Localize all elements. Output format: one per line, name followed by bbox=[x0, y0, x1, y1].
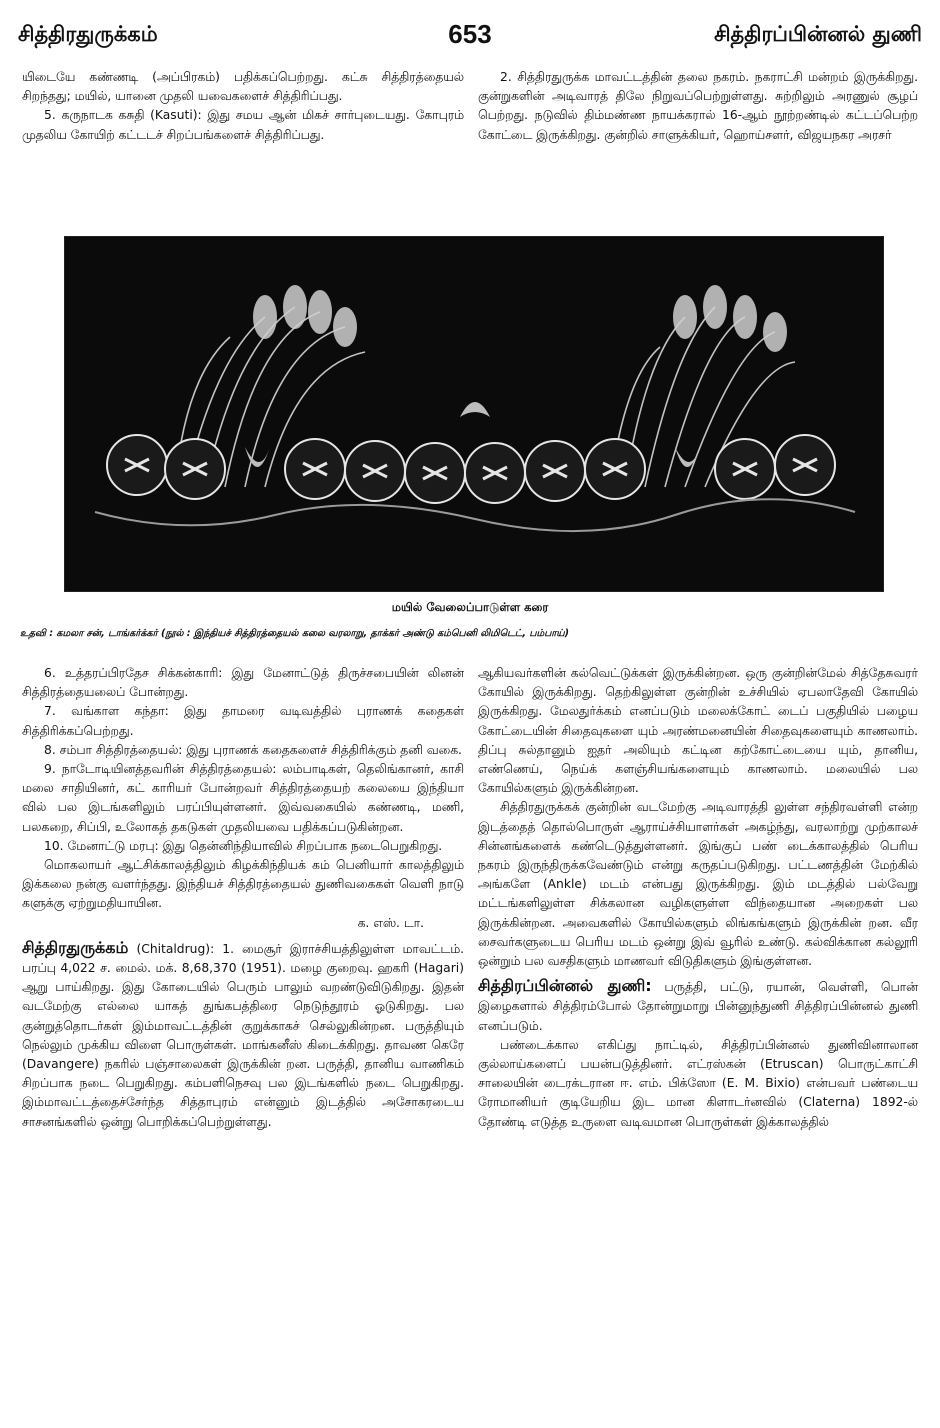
entry-chitaldrug bbox=[22, 938, 464, 1132]
running-head-left: சித்திரதுருக்கம் bbox=[18, 22, 158, 46]
page-number: 653 bbox=[448, 19, 492, 49]
author-initials: க. எஸ். டா. bbox=[357, 915, 424, 930]
running-head-right: சித்திரப்பின்னல் துணி bbox=[714, 22, 922, 46]
paragraph: 5. கருநாடக கசுதி (Kasuti): இது சமய ஆன் மிகச் சார்புடையது. கோபுரம் முதலிய கோயிற் கட்டடச் சிறப்பங்களைச் சித்திரிப்பது. bbox=[22, 108, 464, 142]
paragraph: பண்டைக்கால எகிப்து நாட்டில், சித்திரப்பின்னல் துணிவினாலான குல்லாய்களைப் பயன்படுத்தினர். எட்ரஸ்கன் (Etruscan) பொருட்காட்சி சாலையின் டைரக்டரான ஈ. எம். பிக்ஸோ (E. M. Bixio) என்பவர் பண்டைய ரோமானியர் குடியேறிய இட மான கிளாடர்னவில் (Claterna) 1892-ல் தோண்டி எடுத்த உருளை வடிவமான பொருள்கள் இக்காலத்தில் bbox=[478, 1037, 918, 1129]
list-item: 6. உத்தரப்பிரதேச சிக்கன்காரி: இது மேனாட்டுத் திருச்சபையின் லினன் சித்திரத்தையலைப் போன்றது. bbox=[22, 666, 464, 700]
list-item: 7. வங்காள கந்தா: இது தாமரை வடிவத்தில் புராணக் கதைகள் சித்திரிக்கப்பெற்றது. bbox=[22, 704, 464, 738]
bottom-left-column bbox=[22, 664, 464, 1132]
top-right-column bbox=[478, 68, 918, 145]
entry-text: பருத்தி, பட்டு, ரயான், வெள்ளி, பொன் இழைகளால் சித்திரம்போல் தோன்றுமாறு பின்னுந்துணி சித்திரப்பின்னல் துணி எனப்படும். bbox=[478, 980, 918, 1033]
entry-title: சித்திரப்பின்னல் துணி: bbox=[478, 976, 652, 996]
page-header bbox=[18, 19, 922, 56]
paragraph: சித்திரதுருக்கக் குன்றின் வடமேற்கு அடிவாரத்தி லுள்ள சந்திரவள்ளி என்ற இடத்தைத் தொல்பொருள் ஆராய்ச்சியாளர்கள் அகழ்ந்து, வரலாற்று முற்காலச் சின்னங்களைக் கண்டெடுத்துள்ளனர். இங்குப் பண் டைக்காலத்தில் பெரிய நகரம் இருந்திருக்கவேண்டும் என்று கருதப்படுகிறது. பட்டணத்தின் மேற்கில் அங்களே (Ankle) மடம் என்பது இருக்கிறது. இம் மடத்தில் பல்வேறு மட்டங்களிலுள்ள சிக்கலான வழிகளுள்ள விந்தையான அறைகள் பல இருக்கின்றன. அவைகளில் கோயில்களும் லிங்கங்களும் இருக்கின் றன. வீர சைவர்களுடைய பெரிய மடம் ஒன்று இவ் வூரில் உண்டு. கல்விக்கான கல்லூரி ஒன்றும் பல வசதிகளும் மாணவர் விடுதிகளும் இங்குள்ளன. bbox=[478, 800, 918, 969]
paragraph: யிடையே கண்ணடி (அப்பிரகம்) பதிக்கப்பெற்றது. கட்சு சித்திரத்தையல் சிறந்தது; மயில், யானை முதலி யவைகளைச் சித்திரிப்பது. bbox=[22, 70, 464, 104]
bottom-right-column bbox=[478, 664, 918, 1132]
entry-title: சித்திரதுருக்கம் bbox=[22, 937, 129, 957]
figure-credit: உதவி : கமலா சன், டாங்கர்க்கர் (நூல் : இந்தியச் சித்திரத்தையல் கலை வரலாறு, தாக்கர் அண்டு கம்பெனி லிமிடெட், பம்பாய்) bbox=[20, 628, 569, 639]
embroidery-photo bbox=[64, 236, 884, 592]
figure-caption: மயில் வேலைப்பாடுள்ள கரை bbox=[391, 600, 549, 614]
paragraph: ஆகியவர்களின் கல்வெட்டுக்கள் இருக்கின்றன. ஒரு குன்றின்மேல் சித்தேசுவரர் கோயில் இருக்கிறது. தெற்கிலுள்ள குன்றின் உச்சியில் ஏபலாதேவி கோயில் இருக்கிறது. மேலதுர்க்கம் எனப்படும் மலைக்கோட் டைப் பகுதியில் பழைய கோட்டையின் சிதைவுகளை யும் அரண்மனையின் சிதைவுகளையும் காணலாம். திப்பு சுல்தானும் ஐதர் அலியும் கட்டின கற்கோட்டையை யும், தானிய, எண்ணெய், நெய்க் களஞ்சியங்களையும் காணலாம். மலையில் பல கோயில்களும் இருக்கின்றன. bbox=[478, 666, 918, 796]
list-item: 9. நாடோடியினத்தவரின் சித்திரத்தையல்: லம்பாடிகள், தெலிங்கானர், காசி மலை சாதியினர், கட் காரியர் போன்றவர் சித்திரத்தையற் கலையை இந்தியா வில் பல இடங்களிலும் பரப்பியுள்ளனர். இவ்வகையில் கண்ணடி, மணி, பலகறை, சிப்பி, உலோகத் தகடுகள் முதலியவை பதிக்கப்படுகின்றன. bbox=[22, 762, 464, 834]
peacock-border-illustration bbox=[65, 237, 883, 591]
paragraph: மொகலாயர் ஆட்சிக்காலத்திலும் கிழக்கிந்தியக் கம் பெனியார் காலத்திலும் இக்கலை நன்கு வளர்ந்தது. இந்தியச் சித்திரத்தையல் துணிவகைகள் வெளி நாடு களுக்கு ஏற்றுமதியாயின. bbox=[22, 858, 464, 911]
list-item: 8. சம்பா சித்திரத்தையல்: இது புராணக் கதைகளைச் சித்திரிக்கும் தனி வகை. bbox=[44, 742, 462, 757]
top-left-column bbox=[22, 68, 464, 145]
entry-text: (Chitaldrug): 1. மைசூர் இராச்சியத்திலுள்ள மாவட்டம். பரப்பு 4,022 ச. மைல். மக். 8,68,370 (1951). மழை குறைவு. ஹகரி (Hagari) ஆறு பாய்கிறது. இது கோடையில் பெரும் பாலும் வறண்டுவிடுகிறது. இதன் வடமேற்கு எல்லை யாகத் துங்கபத்திரை நெடுந்தூரம் ஓடுகிறது. பல குன்றுத்தொடர்கள் இம்மாவட்டத்தின் குறுக்காகச் செல்லுகின்றன. பருத்தியும் நெல்லும் முக்கிய விளை பொருள்கள். மாங்கனீஸ் கிடைக்கிறது. தாவண கெரே (Davangere) நகரில் பஞ்சாலைகள் இருக்கின் றன. பருத்தி, தானிய வாணிகம் சிறப்பாக நடை பெறுகிறது. கம்பளிநெசவு பல இடங்களில் நடை பெறுகிறது. இம்மாவட்டத்தைச்சேர்ந்த சித்தாபுரம் என்னும் இடத்தில் அசோகரடைய சாசனங்களில் ஒன்று பொறிக்கப்பெற்றுள்ளது. bbox=[22, 941, 464, 1129]
entry-chitra-pinnal bbox=[478, 976, 918, 1036]
list-item: 10. மேனாட்டு மரபு: இது தென்னிந்தியாவில் சிறப்பாக நடைபெறுகிறது. bbox=[44, 838, 443, 853]
paragraph: 2. சித்திரதுருக்க மாவட்டத்தின் தலை நகரம். நகராட்சி மன்றம் இருக்கிறது. குன்றுகளின் அடிவாரத் திலே நிறுவப்பெற்றுள்ளது. சுற்றிலும் அரணுல் சூழப் பெற்றது. நடுவில் திம்மண்ண நாயக்கரால் 16-ஆம் நூற்றண்டில் கட்டப்பெற்ற கோட்டை இருக்கிறது. குன்றில் சாளுக்கியர், ஹொய்சளர், விஜயநகர அரசர் bbox=[478, 70, 918, 142]
